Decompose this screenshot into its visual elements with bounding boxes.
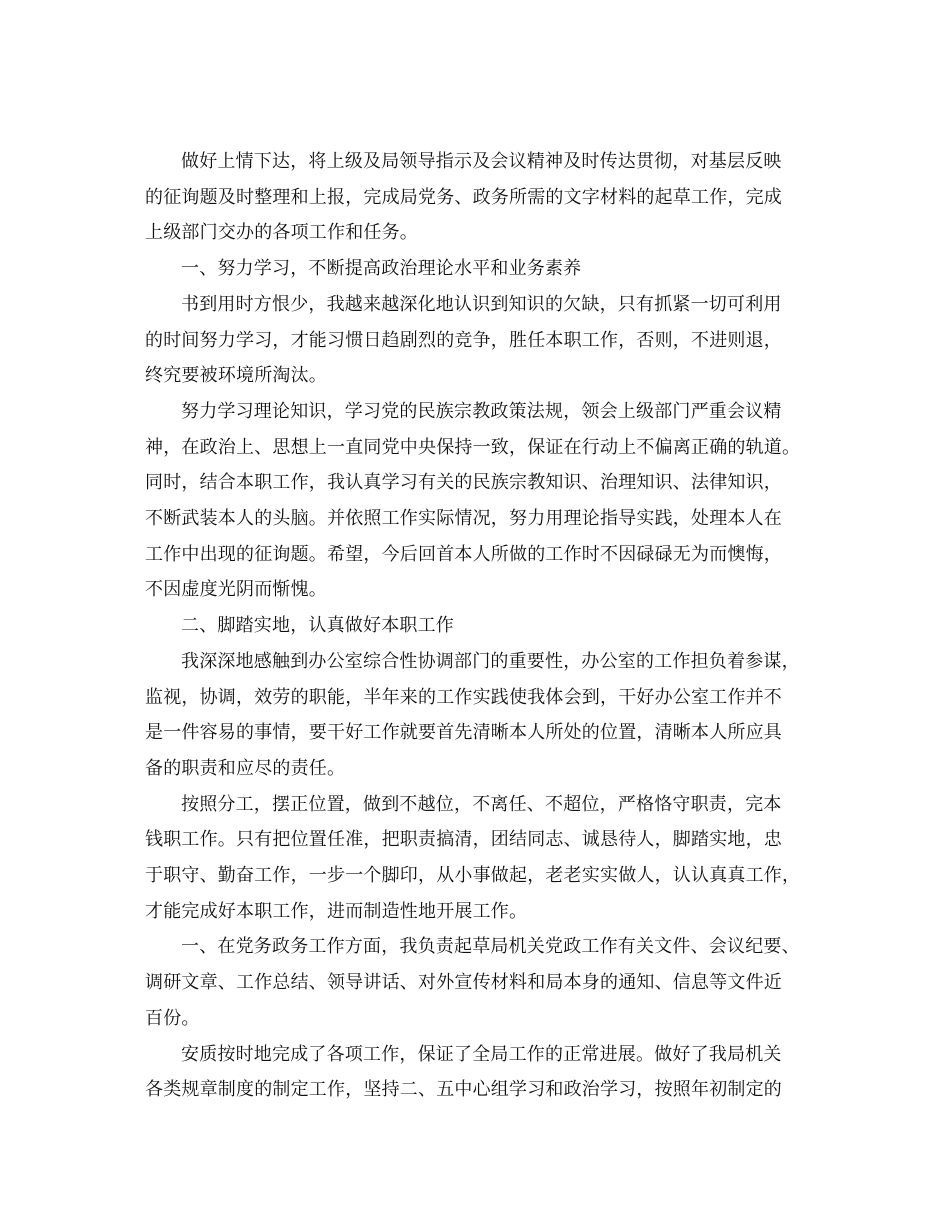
text-line: 工作中出现的征询题。希望，今后回首本人所做的工作时不因碌碌无为而懊悔， [145,543,782,565]
paragraph [145,287,805,394]
paragraph [145,394,805,608]
paragraph [145,929,805,1036]
text-line: 调研文章、工作总结、领导讲话、对外宣传材料和局本身的通知、信息等文件近 [145,972,782,994]
text-line: 于职守、勤奋工作，一步一个脚印，从小事做起，老老实实做人，认认真真工作， [145,865,801,887]
paragraph [145,644,805,787]
text-line: 的征询题及时整理和上报，完成局党务、政务所需的文字材料的起草工作，完成 [145,186,782,208]
section-heading [145,608,805,644]
section-heading [145,251,805,287]
text-line: 的时间努力学习，才能习惯日趋剧烈的竞争，胜任本职工作，否则，不进则退， [145,329,782,351]
heading-text: 二、脚踏实地，认真做好本职工作 [181,615,454,637]
text-line: 安质按时地完成了各项工作，保证了全局工作的正常进展。做好了我局机关 [181,1043,782,1065]
heading-text: 一、努力学习，不断提高政治理论水平和业务素养 [181,258,582,280]
text-line: 钱职工作。只有把位置任准，把职责搞清，团结同志、诚恳待人，脚踏实地，忠 [145,829,782,851]
text-line: 我深深地感触到办公室综合性协调部门的重要性，办公室的工作担负着参谋， [181,650,800,672]
text-line: 神，在政治上、思想上一直同党中央保持一致，保证在行动上不偏离正确的轨道。 [145,436,801,458]
text-line: 上级部门交办的各项工作和任务。 [145,222,418,244]
paragraph [145,787,805,930]
text-line: 百份。 [145,1007,200,1029]
text-line: 终究要被环境所淘汰。 [145,365,327,387]
text-line: 监视，协调，效劳的职能，半年来的工作实践使我体会到，干好办公室工作并不 [145,686,782,708]
text-line: 同时，结合本职工作，我认真学习有关的民族宗教知识、治理知识、法律知识， [145,472,782,494]
text-line: 努力学习理论知识，学习党的民族宗教政策法规，领会上级部门严重会议精 [181,400,782,422]
text-line: 一、在党务政务工作方面，我负责起草局机关党政工作有关文件、会议纪要、 [181,936,800,958]
text-line: 各类规章制度的制定工作，坚持二、五中心组学习和政治学习，按照年初制定的 [145,1079,782,1101]
text-line: 是一件容易的事情，要干好工作就要首先清晰本人所处的位置，清晰本人所应具 [145,722,782,744]
text-line: 书到用时方恨少，我越来越深化地认识到知识的欠缺，只有抓紧一切可利用 [181,293,782,315]
paragraph [145,1037,805,1108]
text-line: 不断武装本人的头脑。并依照工作实际情况，努力用理论指导实践，处理本人在 [145,508,782,530]
document-body [145,144,805,1108]
text-line: 按照分工，摆正位置，做到不越位，不离任、不超位，严格恪守职责，完本 [181,793,782,815]
text-line: 备的职责和应尽的责任。 [145,757,346,779]
text-line: 做好上情下达，将上级及局领导指示及会议精神及时传达贯彻，对基层反映 [181,151,782,172]
paragraph [145,144,805,251]
text-line: 不因虚度光阴而惭愧。 [145,579,327,601]
text-line: 才能完成好本职工作，进而制造性地开展工作。 [145,900,528,922]
